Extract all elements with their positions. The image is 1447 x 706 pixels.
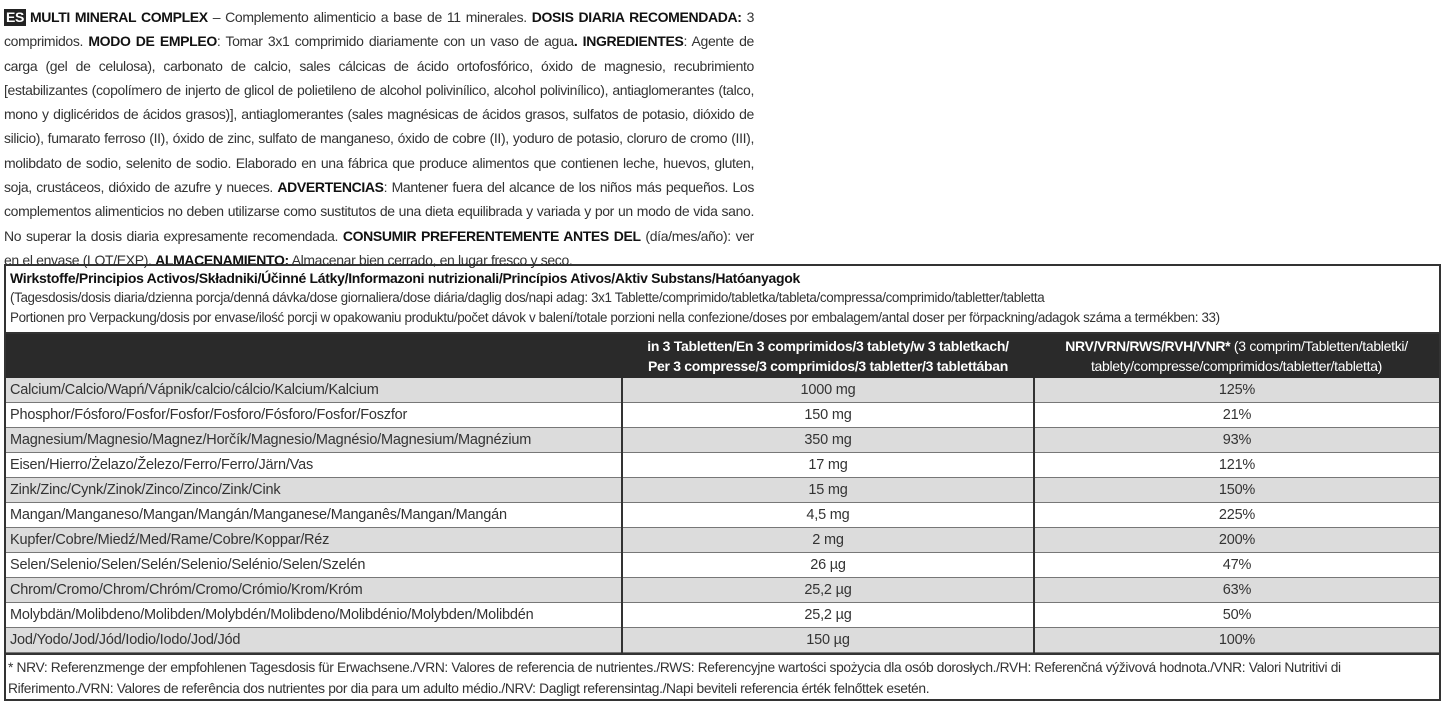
nutrient-nrv: 21% (1034, 403, 1439, 428)
nutrient-name: Molybdän/Molibdeno/Molibden/Molybdén/Molibdeno/Molibdénio/Molybden/Molibdén (6, 603, 622, 628)
table-row (6, 553, 1439, 578)
header-name (6, 334, 622, 378)
nutrient-amount: 350 mg (622, 428, 1034, 453)
header-amount-line2: Per 3 compresse/3 comprimidos/3 tabletter/3 tablettában (647, 358, 1009, 374)
header-nrv-light2: tablety/compresse/comprimidos/tabletter/tabletta) (1090, 358, 1383, 374)
table-title: Wirkstoffe/Principios Activos/Składniki/Účinné Látky/Informazoni nutrizionali/Princípios Ativos/Aktiv Substans/Hatóanyagok (10, 270, 800, 286)
table-row (6, 428, 1439, 453)
es-text: (día/mes/año): ver en el envase (LOT/EXP). (4, 227, 754, 268)
nutrient-amount: 25,2 µg (622, 603, 1034, 628)
nutrient-nrv: 225% (1034, 503, 1439, 528)
nutrient-name: Mangan/Manganeso/Mangan/Mangán/Manganese/Manganês/Mangan/Mangán (6, 503, 622, 528)
nutrient-name: Phosphor/Fósforo/Fosfor/Fosfor/Fosforo/Fósforo/Fosfor/Foszfor (6, 403, 622, 428)
table-row (6, 578, 1439, 603)
nutrient-amount: 150 µg (622, 628, 1034, 653)
es-text: : Tomar 3x1 comprimido diariamente con un vaso de agua (216, 33, 574, 50)
nutrition-table (6, 334, 1439, 653)
nutrient-amount: 25,2 µg (622, 578, 1034, 603)
nutrient-amount: 150 mg (622, 403, 1034, 428)
nutrient-name: Kupfer/Cobre/Miedź/Med/Rame/Cobre/Koppar/Réz (6, 528, 622, 553)
servings-line: Portionen pro Verpackung/dosis por envase/ilość porcji w opakowaniu produktu/počet dávok v balení/totale porzioni nella confezione/doses por embalagem/antal doser per förpackning/adagok száma a termékben: 33) (10, 310, 1220, 325)
nutrient-name: Magnesium/Magnesio/Magnez/Horčík/Magnesio/Magnésio/Magnesium/Magnézium (6, 428, 622, 453)
footnote: * NRV: Referenzmenge der empfohlenen Tagesdosis für Erwachsene./VRN: Valores de referencia de nutrientes./RWS: Referencyjne wartości spożycia dla osób dorosłych./RVH: Referenčná výživová hodnota./VNR: Valori Nutritivi di Riferimento./VRN: Valores de referência dos nutrientes por dia para um adulto médio./NRV: Dagligt referensintag./Napi beviteli referencia érték felnőttek esetén. (6, 653, 1439, 701)
es-text: : Mantener fuera del alcance de los niños más pequeños. Los complementos alimenticios no deben utilizarse como sustitutos de una dieta equilibrada y variada y por un modo de vida sano. No superar la dosis diaria expresamente recomendada. (4, 179, 755, 244)
table-row (6, 453, 1439, 478)
nutrient-amount: 17 mg (622, 453, 1034, 478)
nutrient-name: Eisen/Hierro/Żelazo/Železo/Ferro/Ferro/Järn/Vas (6, 453, 622, 478)
es-heading: MULTI MINERAL COMPLEX (29, 9, 208, 25)
es-text: – Complemento alimenticio a base de 11 minerales. (207, 9, 532, 25)
nutrient-amount: 15 mg (622, 478, 1034, 503)
table-row (6, 478, 1439, 503)
nutrient-amount: 4,5 mg (622, 503, 1034, 528)
table-row (6, 603, 1439, 628)
table-row (6, 503, 1439, 528)
nutrient-nrv: 50% (1034, 603, 1439, 628)
es-heading: ADVERTENCIAS (277, 179, 384, 196)
es-segments (4, 9, 754, 268)
table-intro (6, 266, 1439, 334)
spanish-label-text (4, 5, 754, 272)
nutrition-table-container (4, 264, 1441, 701)
nutrient-nrv: 125% (1034, 378, 1439, 403)
table-body (6, 378, 1439, 653)
nutrient-nrv: 150% (1034, 478, 1439, 503)
table-row (6, 378, 1439, 403)
daily-dose-line: (Tagesdosis/dosis diaria/dzienna porcja/denná dávka/dose giornaliera/dose diária/daglig dos/napi adag: 3x1 Tablette/comprimido/tabletka/tableta/compressa/comprimido/tabletter/tabletta (10, 290, 1045, 305)
nutrient-nrv: 93% (1034, 428, 1439, 453)
nutrient-nrv: 200% (1034, 528, 1439, 553)
nutrient-name: Selen/Selenio/Selen/Selén/Selenio/Selénio/Selen/Szelén (6, 553, 622, 578)
table-row (6, 403, 1439, 428)
nutrient-name: Zink/Zinc/Cynk/Zinok/Zinco/Zinco/Zink/Cink (6, 478, 622, 503)
nutrient-name: Chrom/Cromo/Chrom/Chróm/Cromo/Crómio/Krom/Króm (6, 578, 622, 603)
nutrient-name: Jod/Yodo/Jod/Jód/Iodio/Iodo/Jod/Jód (6, 628, 622, 653)
header-nrv-light1: (3 comprim/Tabletten/tabletki/ (1230, 338, 1408, 354)
es-text: Almacenar bien cerrado, en lugar fresco y seco. (288, 251, 573, 268)
es-text: 3 comprimidos. (4, 9, 755, 50)
es-heading: CONSUMIR PREFERENTEMENTE ANTES DEL (342, 227, 641, 244)
table-row (6, 628, 1439, 653)
header-nrv (1034, 334, 1439, 378)
es-heading: MODO DE EMPLEO (88, 33, 217, 50)
nutrient-amount: 1000 mg (622, 378, 1034, 403)
nutrient-name: Calcium/Calcio/Wapń/Vápnik/calcio/cálcio/Kalcium/Kalcium (6, 378, 622, 403)
table-header-row (6, 334, 1439, 378)
header-amount (622, 334, 1034, 378)
es-heading: DOSIS DIARIA RECOMENDADA: (531, 9, 742, 25)
nutrient-nrv: 47% (1034, 553, 1439, 578)
nutrient-amount: 26 µg (622, 553, 1034, 578)
nutrient-amount: 2 mg (622, 528, 1034, 553)
es-text: : Agente de carga (gel de celulosa), carbonato de calcio, sales cálcicas de ácido ortofosfórico, óxido de magnesio, recubrimiento [estabilizantes (copolímero de injerto de glicol de polietileno de alcohol polivinílico, alcohol polivinílico), antiaglomerantes (talco, mono y diglicéridos de ácidos grasos)], antiaglomerantes (sales magnésicas de ácidos grasos, sulfatos de potasio, dióxido de silicio), fumarato ferroso (II), óxido de zinc, sulfato de manganeso, óxido de cobre (II), yoduro de potasio, cloruro de cromo (III), molibdato de sodio, selenito de sodio. Elaborado en una fábrica que produce alimentos que contienen leche, huevos, gluten, soja, crustáceos, dióxido de azufre y nueces. (4, 33, 754, 196)
language-badge-es: ES (6, 9, 24, 25)
nutrient-nrv: 63% (1034, 578, 1439, 603)
table-row (6, 528, 1439, 553)
es-heading: ALMACENAMIENTO: (155, 251, 289, 268)
header-amount-line1: in 3 Tabletten/En 3 comprimidos/3 tablety/w 3 tabletkach/ (647, 338, 1009, 354)
es-heading: . INGREDIENTES (573, 33, 684, 50)
header-nrv-bold: NRV/VRN/RWS/RVH/VNR* (1065, 338, 1231, 354)
nutrient-nrv: 100% (1034, 628, 1439, 653)
nutrient-nrv: 121% (1034, 453, 1439, 478)
